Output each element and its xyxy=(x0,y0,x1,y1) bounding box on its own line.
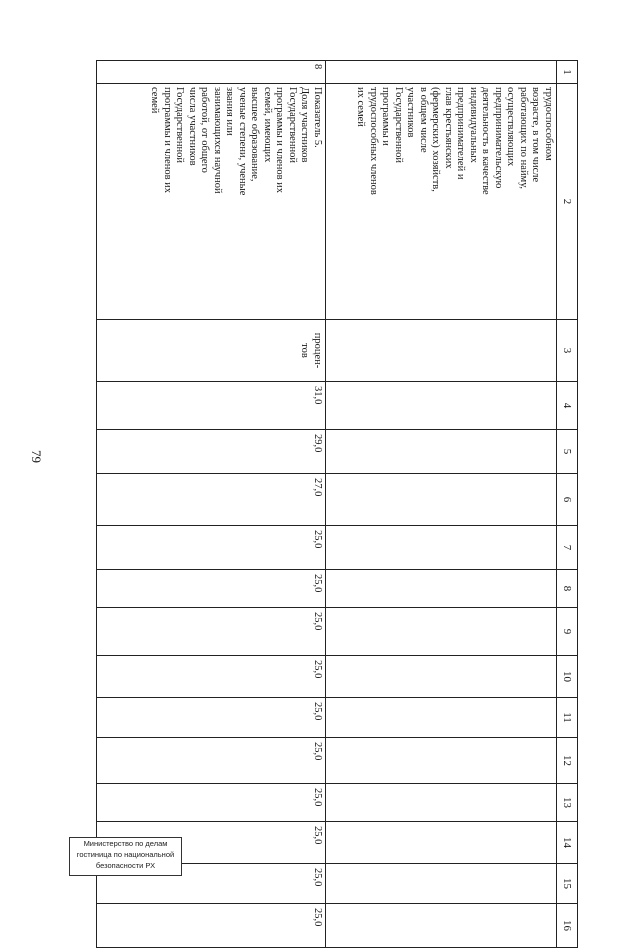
page-number: 79 xyxy=(29,450,44,463)
value-cell: 25,0 xyxy=(97,608,326,656)
col-header: 1 xyxy=(557,61,578,84)
col-header: 3 xyxy=(557,320,578,382)
value-cell: 25,0 xyxy=(97,822,326,864)
table-row xyxy=(326,61,557,948)
value-cell xyxy=(326,904,557,948)
col-header: 13 xyxy=(557,784,578,822)
value-cell: 25,0 xyxy=(97,784,326,822)
value-cell: 31,0 xyxy=(97,382,326,430)
value-cell xyxy=(326,864,557,904)
indicator-table xyxy=(96,60,578,948)
col-header: 2 xyxy=(557,84,578,320)
col-header: 12 xyxy=(557,738,578,784)
value-cell: 25,0 xyxy=(97,864,326,904)
header-row xyxy=(557,61,578,948)
row-number-cell xyxy=(326,61,557,84)
col-header: 5 xyxy=(557,430,578,474)
unit-cell xyxy=(326,320,557,382)
value-cell xyxy=(326,784,557,822)
col-header: 16 xyxy=(557,904,578,948)
value-cell xyxy=(326,526,557,570)
value-cell: 25,0 xyxy=(97,656,326,698)
stamp-line: гостиница по национальной xyxy=(76,850,175,859)
col-header: 10 xyxy=(557,656,578,698)
value-cell: 25,0 xyxy=(97,698,326,738)
value-cell: 29,0 xyxy=(97,430,326,474)
value-cell: 25,0 xyxy=(97,526,326,570)
value-cell: 27,0 xyxy=(97,474,326,526)
col-header: 9 xyxy=(557,608,578,656)
table-row xyxy=(97,61,326,948)
unit-cell: процен- тов xyxy=(97,320,326,382)
stamp-line: безопасности РХ xyxy=(95,861,156,870)
ministry-stamp xyxy=(69,837,182,876)
value-cell xyxy=(326,738,557,784)
col-header: 4 xyxy=(557,382,578,430)
col-header: 11 xyxy=(557,698,578,738)
value-cell: 25,0 xyxy=(97,738,326,784)
indicator-description-cell: трудоспособном возрасте, в том числе работающих по найму, осуществляющих предпринимательскую деятельность в качестве индивидуальных предпринимателей и глав крестьянских (фермерских) хозяйств, в общем числе участников Государственной программы и трудоспособных членов их семей xyxy=(326,84,557,320)
col-header: 6 xyxy=(557,474,578,526)
value-cell xyxy=(326,656,557,698)
value-cell xyxy=(326,570,557,608)
stamp-line: Министерство по делам xyxy=(83,839,168,848)
value-cell xyxy=(326,822,557,864)
col-header: 15 xyxy=(557,864,578,904)
value-cell xyxy=(326,430,557,474)
value-cell xyxy=(326,698,557,738)
row-number-cell: 8 xyxy=(97,61,326,84)
col-header: 8 xyxy=(557,570,578,608)
col-header: 14 xyxy=(557,822,578,864)
indicator-description-cell: Показатель 5. Доля участников Государственной программы и членов их семей, имеющих высшее образование, ученые степени, ученые звания или занимающихся научной работой, от общего числа участников Государственной программы и членов их семей xyxy=(97,84,326,320)
value-cell xyxy=(326,608,557,656)
value-cell xyxy=(326,474,557,526)
col-header: 7 xyxy=(557,526,578,570)
value-cell: 25,0 xyxy=(97,904,326,948)
value-cell: 25,0 xyxy=(97,570,326,608)
value-cell xyxy=(326,382,557,430)
